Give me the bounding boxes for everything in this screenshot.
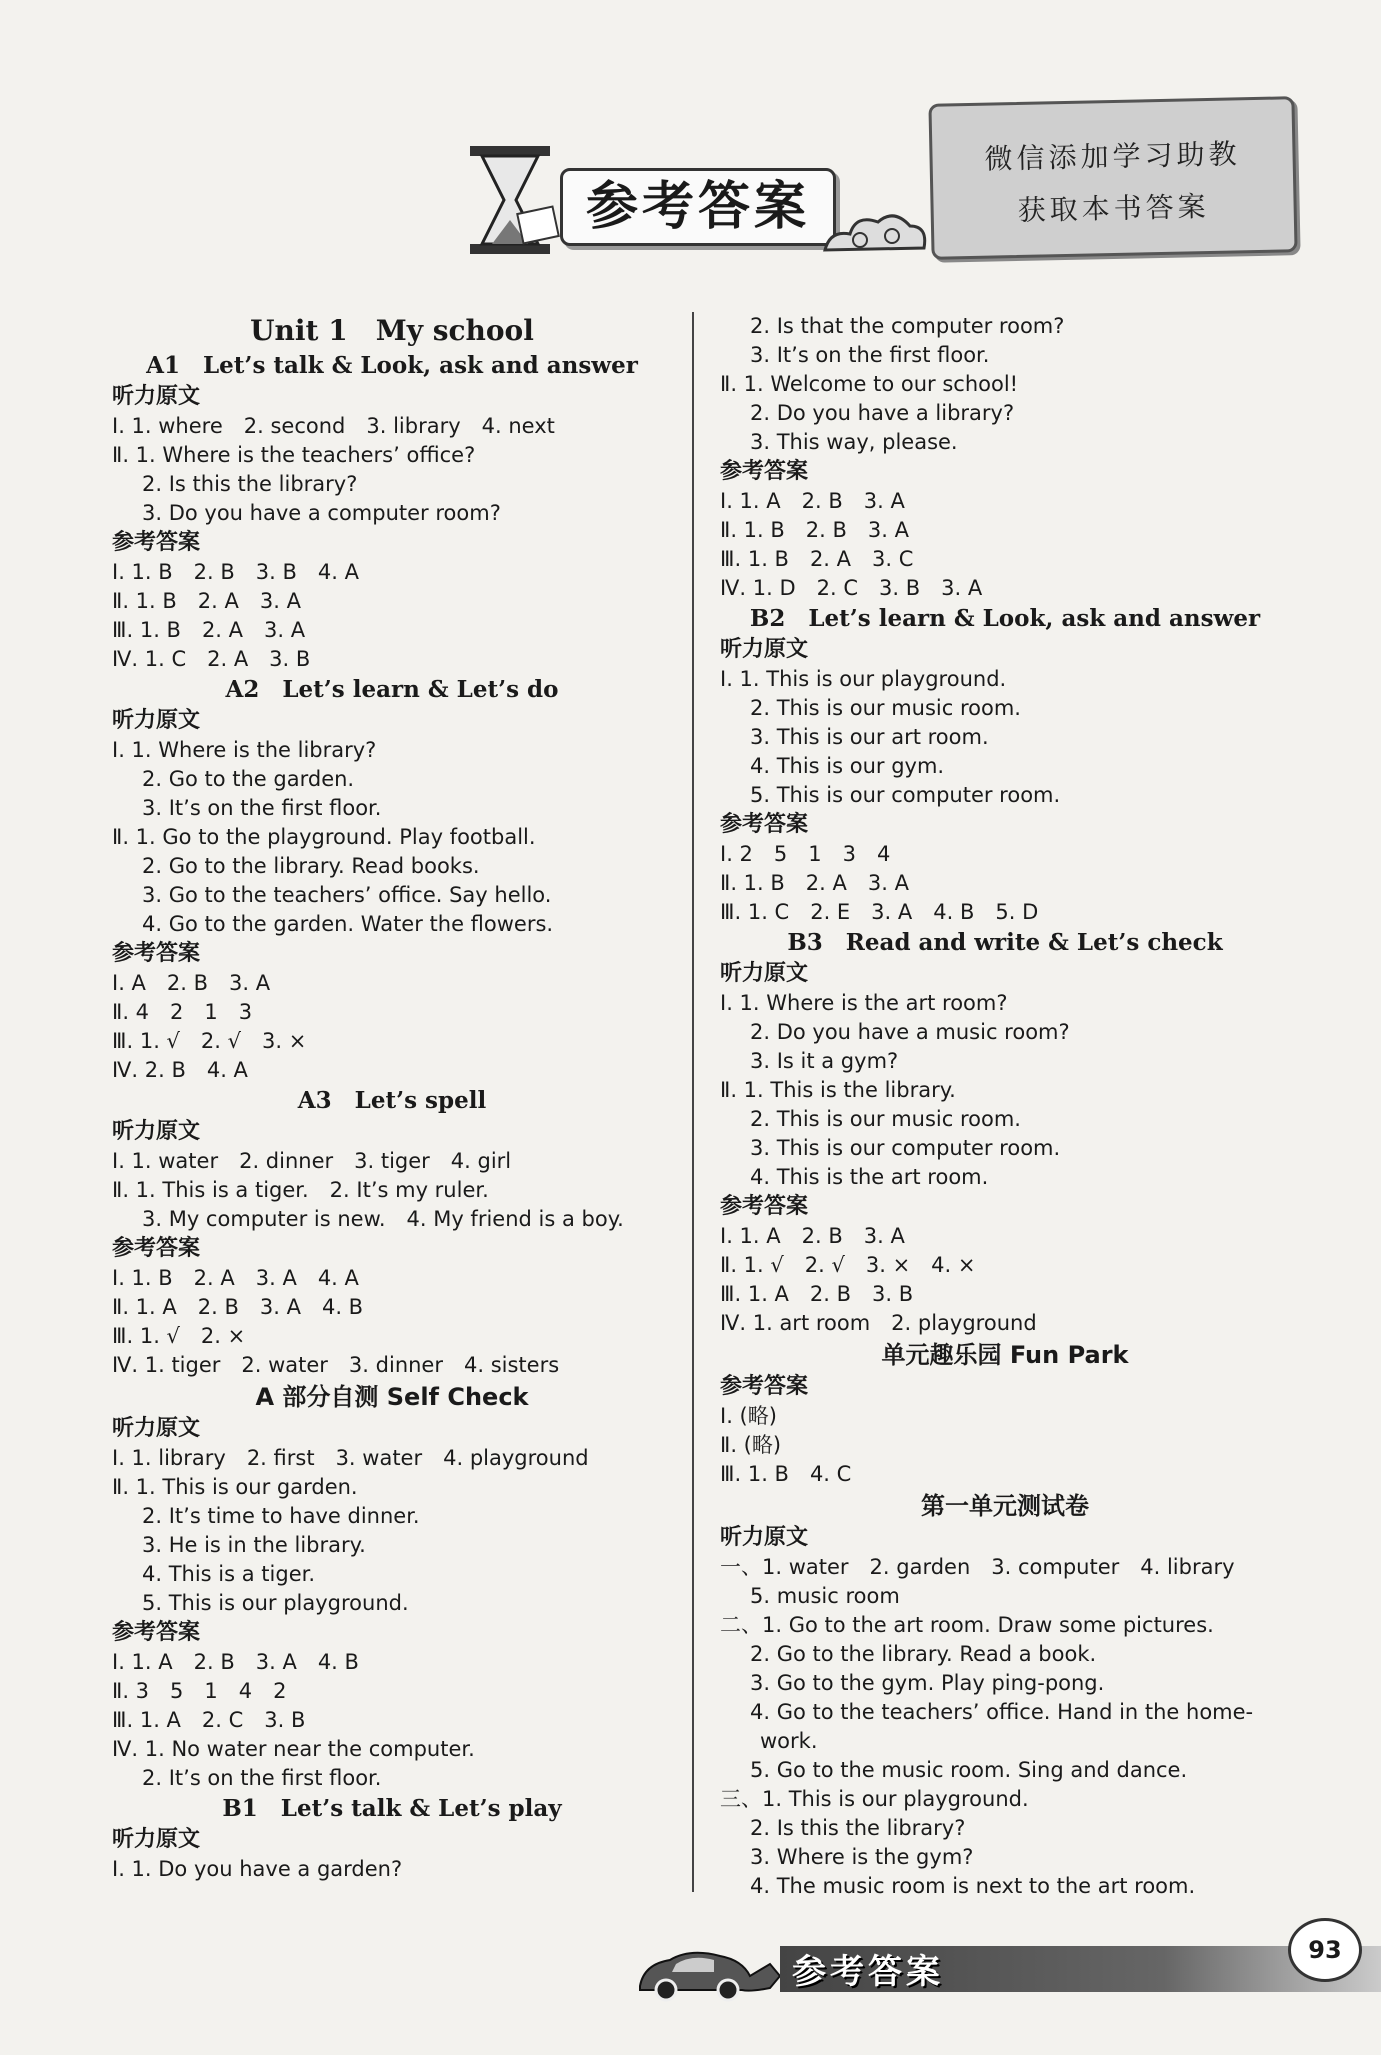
answer-line: Ⅰ. 1. A 2. B 3. A 4. B [112,1650,359,1674]
answer-line: Ⅱ. 1. B 2. A 3. A [720,871,909,895]
answer-line: Ⅰ. 1. where 2. second 3. library 4. next [112,414,555,438]
hourglass-icon [460,140,560,260]
answer-line: 4. This is a tiger. [142,1562,315,1586]
subsection-label: 听力原文 [112,1827,201,1852]
section-heading: 第一单元测试卷 [921,1492,1089,1520]
answer-line: 2. This is our music room. [750,696,1021,720]
answer-line: Ⅲ. 1. B 4. C [720,1462,852,1486]
answer-line: Ⅳ. 1. No water near the computer. [112,1737,475,1761]
answer-line: Ⅱ. (略) [720,1433,782,1457]
answer-line: Ⅲ. 1. B 2. A 3. A [112,618,306,642]
answer-line: 三、1. This is our playground. [720,1787,1029,1811]
answer-line: 2. Is this the library? [750,1816,966,1840]
subsection-label: 听力原文 [112,1416,201,1441]
section-heading: A 部分自测 Self Check [255,1383,529,1411]
answer-line: Ⅱ. 1. √ 2. √ 3. × 4. × [720,1253,976,1277]
subsection-label: 参考答案 [112,1236,201,1261]
subsection-label: 听力原文 [720,1525,809,1550]
answer-line: Ⅱ. 1. This is a tiger. 2. It’s my ruler. [112,1178,489,1202]
answer-line: Ⅲ. 1. B 2. A 3. C [720,547,914,571]
answer-line: 3. He is in the library. [142,1533,366,1557]
answer-line: Ⅰ. A 2. B 3. A [112,971,271,995]
section-heading: 单元趣乐园 Fun Park [881,1341,1129,1369]
answer-line: Ⅱ. 4 2 1 3 [112,1000,253,1024]
answer-line: Ⅰ. 1. Do you have a garden? [112,1857,403,1881]
subsection-label: 参考答案 [112,530,201,555]
answer-line: 3. Go to the teachers’ office. Say hello. [142,883,552,907]
section-heading: B1 Let’s talk & Let’s play [222,1795,562,1822]
subsection-label: 听力原文 [112,384,201,409]
answer-line: Ⅲ. 1. √ 2. √ 3. × [112,1029,307,1053]
answer-line: Ⅱ. 1. B 2. A 3. A [112,589,301,613]
answer-line: 4. Go to the teachers’ office. Hand in the home- [750,1700,1254,1724]
answer-line: Ⅰ. 1. Where is the art room? [720,991,1008,1015]
answer-line: Ⅲ. 1. A 2. B 3. B [720,1282,914,1306]
section-heading: A1 Let’s talk & Look, ask and answer [146,352,638,379]
answer-line: Ⅱ. 1. Where is the teachers’ office? [112,443,476,467]
answer-line: Ⅰ. (略) [720,1404,777,1428]
unit-heading: Unit 1 My school [250,314,534,347]
answer-line: Ⅱ. 1. B 2. B 3. A [720,518,909,542]
section-heading: B2 Let’s learn & Look, ask and answer [749,605,1261,632]
answer-line: Ⅱ. 1. Welcome to our school! [720,372,1019,396]
subsection-label: 听力原文 [720,961,809,986]
subsection-label: 参考答案 [720,1194,809,1219]
answer-line: Ⅱ. 1. This is our garden. [112,1475,358,1499]
notice-line-2: 获取本书答案 [1017,189,1210,228]
answer-line: Ⅰ. 1. A 2. B 3. A [720,489,905,513]
answer-line: 2. It’s time to have dinner. [142,1504,420,1528]
answer-line: 2. This is our music room. [750,1107,1021,1131]
answer-line: 3. This way, please. [750,430,958,454]
car-icon [630,1942,780,2002]
footer-banner [630,1942,1381,2002]
answer-line: 2. Go to the library. Read a book. [750,1642,1097,1666]
answer-line: Ⅰ. 1. This is our playground. [720,667,1007,691]
answer-line: 5. Go to the music room. Sing and dance. [750,1758,1188,1782]
answer-line: 3. Go to the gym. Play ping-pong. [750,1671,1105,1695]
column-divider [692,312,694,1892]
answer-line: Ⅲ. 1. √ 2. × [112,1324,246,1348]
right-column [720,312,1290,1901]
left-column [112,312,672,1884]
answer-line: 4. This is the art room. [750,1165,989,1189]
answer-line: 2. It’s on the first floor. [142,1766,382,1790]
answer-line: 5. This is our computer room. [750,783,1061,807]
subsection-label: 听力原文 [112,708,201,733]
subsection-label: 参考答案 [112,941,201,966]
answer-line: 一、1. water 2. garden 3. computer 4. library [720,1555,1235,1579]
answer-line: Ⅰ. 1. library 2. first 3. water 4. playground [112,1446,589,1470]
answer-line: 2. Do you have a music room? [750,1020,1070,1044]
answer-line: 3. Is it a gym? [750,1049,899,1073]
answer-line: 3. It’s on the first floor. [750,343,990,367]
answer-line: Ⅱ. 1. This is the library. [720,1078,956,1102]
answer-line: 二、1. Go to the art room. Draw some pictures. [720,1613,1214,1637]
answer-line: Ⅲ. 1. C 2. E 3. A 4. B 5. D [720,900,1039,924]
answer-line: Ⅳ. 1. D 2. C 3. B 3. A [720,576,983,600]
answer-line: Ⅰ. 1. B 2. B 3. B 4. A [112,560,359,584]
answer-line: 3. This is our computer room. [750,1136,1061,1160]
clouds-icon [820,200,930,260]
answer-line: 3. My computer is new. 4. My friend is a boy. [142,1207,624,1231]
answer-line: Ⅰ. 2 5 1 3 4 [720,842,891,866]
answer-line: Ⅰ. 1. water 2. dinner 3. tiger 4. girl [112,1149,512,1173]
banner-title: 参考答案 [560,168,836,246]
answer-line: 2. Do you have a library? [750,401,1015,425]
subsection-label: 听力原文 [720,637,809,662]
answer-line: Ⅱ. 1. A 2. B 3. A 4. B [112,1295,364,1319]
footer-title: 参考答案 [792,1952,944,1992]
section-heading: A2 Let’s learn & Let’s do [225,676,559,703]
answer-line: 4. This is our gym. [750,754,945,778]
answer-line: 3. It’s on the first floor. [142,796,382,820]
answer-line: Ⅳ. 1. art room 2. playground [720,1311,1037,1335]
answer-line: 3. This is our art room. [750,725,989,749]
answer-line: 2. Is this the library? [142,472,358,496]
answer-line: Ⅲ. 1. A 2. C 3. B [112,1708,306,1732]
answer-line: 5. This is our playground. [142,1591,409,1615]
answer-line: Ⅳ. 2. B 4. A [112,1058,248,1082]
answer-line: 5. music room [750,1584,900,1608]
page-number: 93 [1288,1918,1362,1982]
answer-line: Ⅳ. 1. tiger 2. water 3. dinner 4. sisters [112,1353,560,1377]
answer-line: Ⅳ. 1. C 2. A 3. B [112,647,311,671]
answer-line: Ⅰ. 1. Where is the library? [112,738,377,762]
section-heading: A3 Let’s spell [297,1087,487,1114]
wechat-notice-box [928,96,1297,260]
subsection-label: 参考答案 [720,459,809,484]
answer-line: 2. Is that the computer room? [750,314,1065,338]
answer-line: work. [760,1729,818,1753]
answer-line: 2. Go to the library. Read books. [142,854,480,878]
notice-line-1: 微信添加学习助教 [984,137,1241,176]
answer-line: Ⅰ. 1. A 2. B 3. A [720,1224,905,1248]
answer-line: 2. Go to the garden. [142,767,355,791]
answer-line: 3. Where is the gym? [750,1845,974,1869]
answer-line: 4. Go to the garden. Water the flowers. [142,912,554,936]
subsection-label: 参考答案 [720,812,809,837]
answer-line: Ⅱ. 1. Go to the playground. Play football. [112,825,536,849]
answer-line: 3. Do you have a computer room? [142,501,501,525]
header-banner [460,140,920,260]
answer-line: Ⅰ. 1. B 2. A 3. A 4. A [112,1266,359,1290]
answer-line: Ⅱ. 3 5 1 4 2 [112,1679,287,1703]
section-heading: B3 Read and write & Let’s check [787,929,1223,956]
subsection-label: 听力原文 [112,1119,201,1144]
answer-line: 4. The music room is next to the art room. [750,1874,1196,1898]
subsection-label: 参考答案 [720,1374,809,1399]
subsection-label: 参考答案 [112,1620,201,1645]
